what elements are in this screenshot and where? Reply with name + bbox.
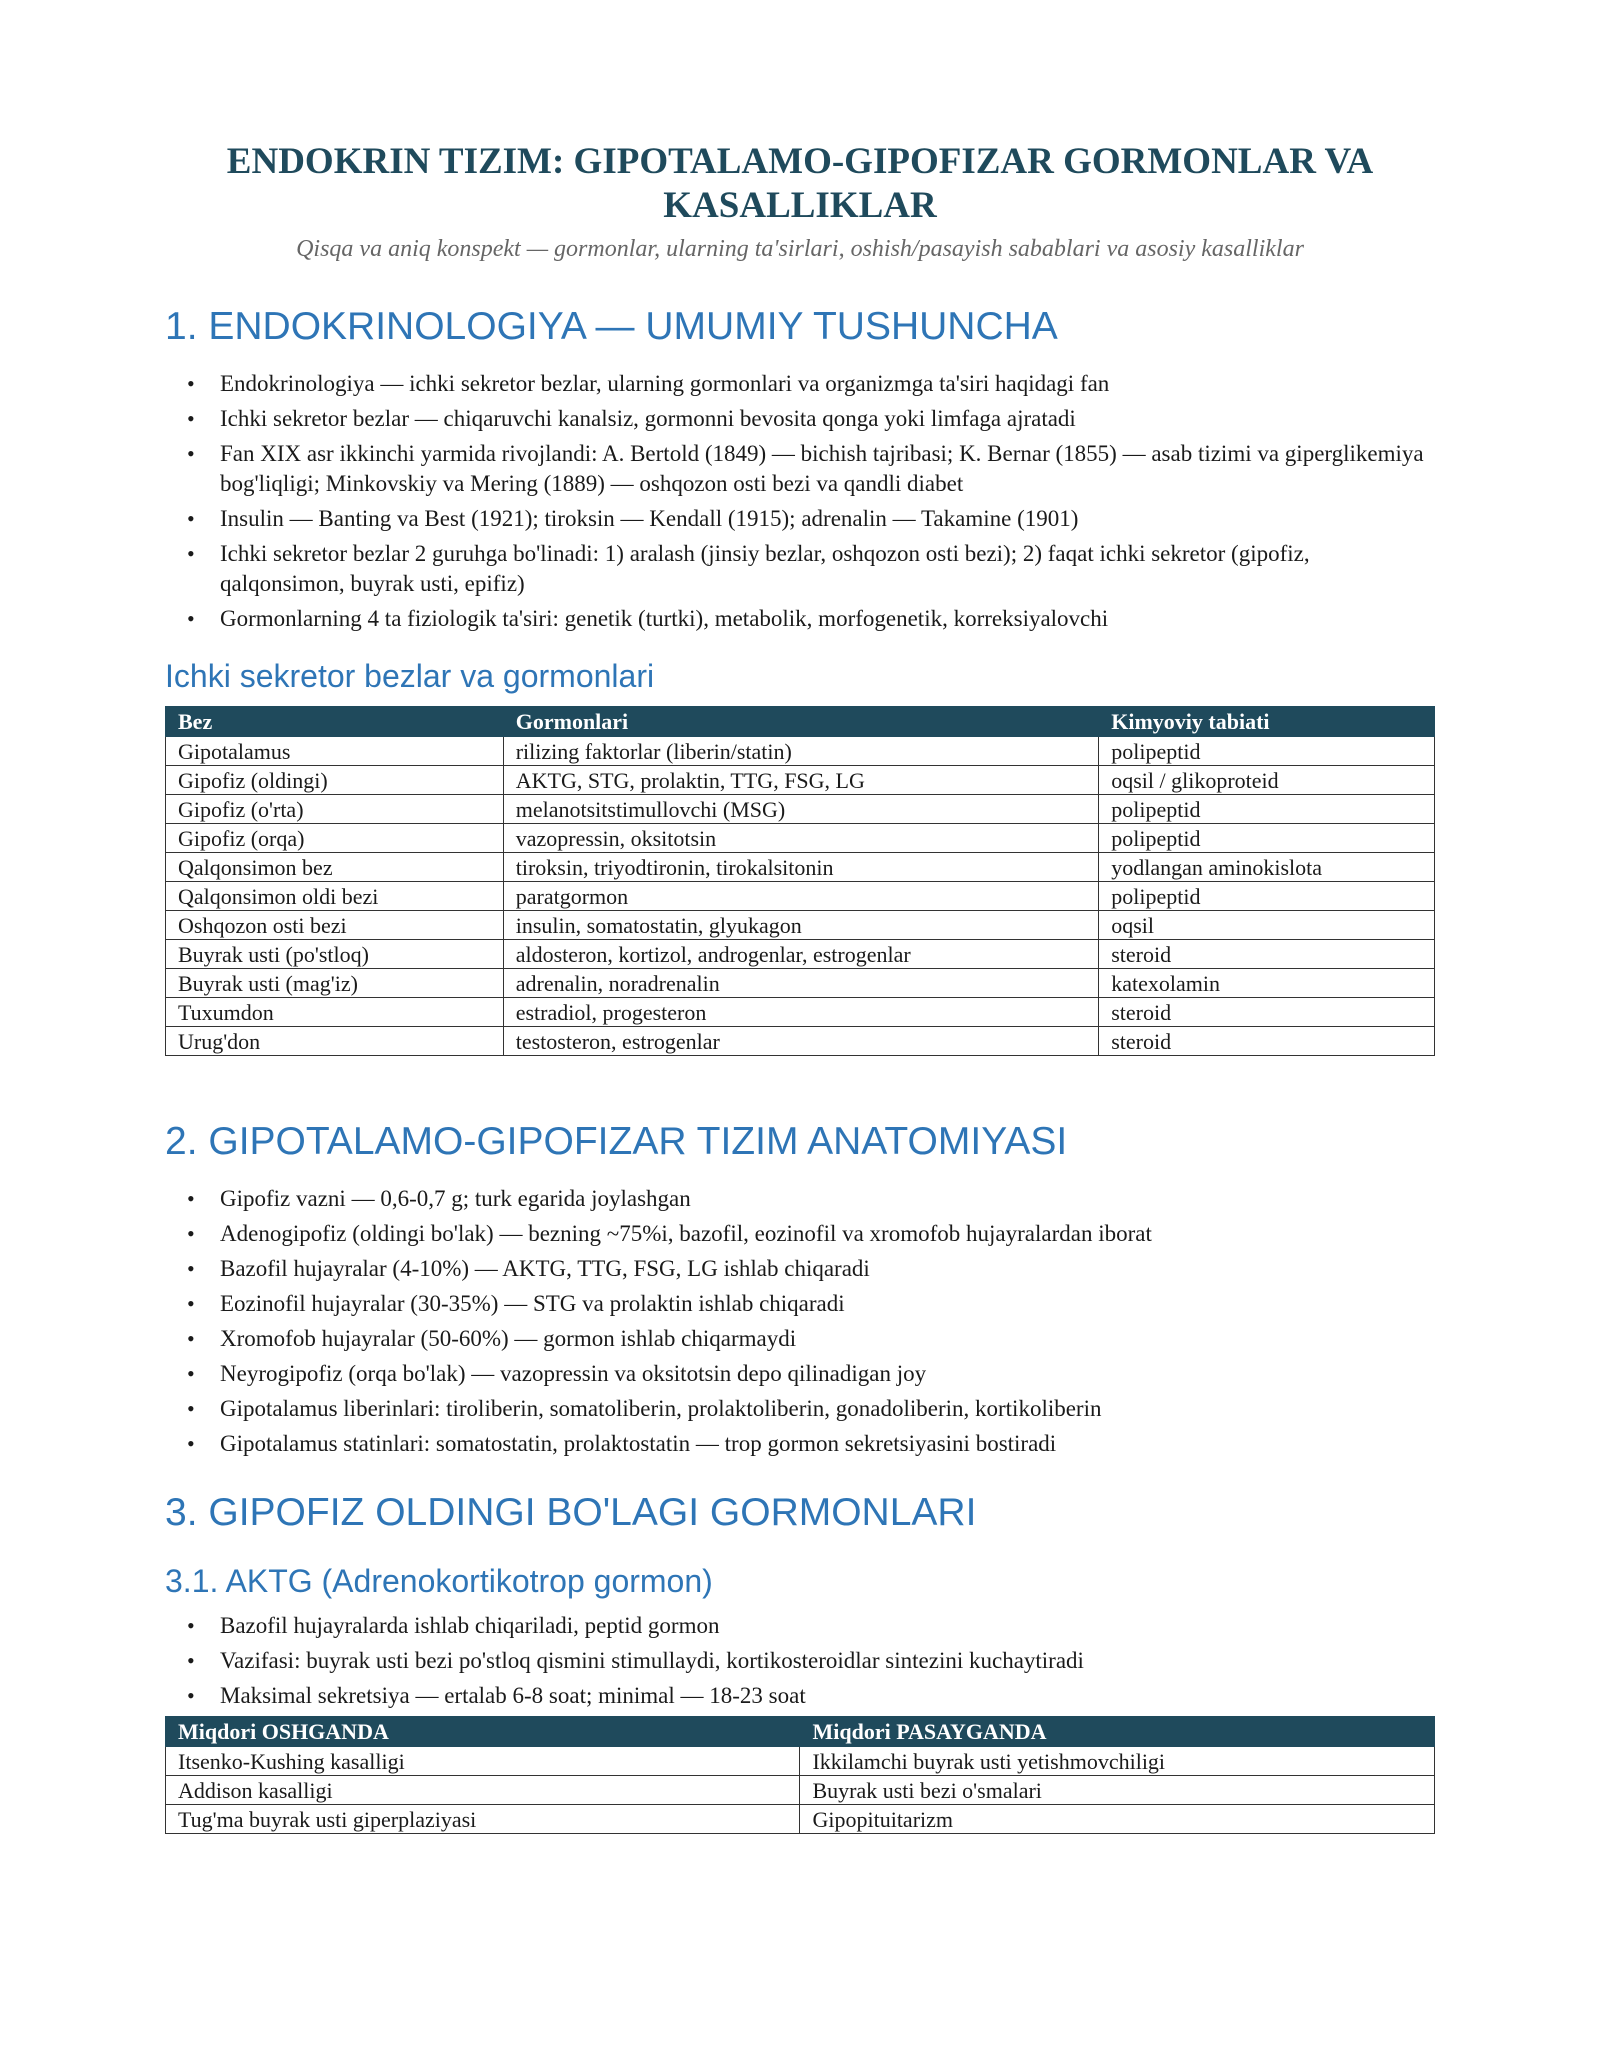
table-cell: steroid [1099,940,1435,969]
table-cell: Ikkilamchi buyrak usti yetishmovchiligi [800,1747,1435,1776]
table-cell: Itsenko-Kushing kasalligi [166,1747,800,1776]
table-row [166,911,1435,940]
section-1-bullet-list [165,369,1435,634]
table-cell: Buyrak usti (mag'iz) [166,969,504,998]
table-cell: Qalqonsimon oldi bezi [166,882,504,911]
column-header: Bez [166,707,504,737]
table-row [166,824,1435,853]
bullet-item: • Gipotalamus liberinlari: tiroliberin, somatoliberin, prolaktoliberin, gonadoliberin, kortikoliberin [220,1394,1435,1424]
table-cell: testosteron, estrogenlar [503,1027,1099,1056]
bullet-item: • Adenogipofiz (oldingi bo'lak) — bezning ~75%i, bazofil, eozinofil va xromofob hujayralardan iborat [220,1219,1435,1249]
table-cell: steroid [1099,1027,1435,1056]
table-cell: Gipopituitarizm [800,1805,1435,1834]
table-header-row [166,1717,1435,1747]
column-header: Gormonlari [503,707,1099,737]
table-cell: polipeptid [1099,795,1435,824]
table-cell: Gipofiz (oldingi) [166,766,504,795]
table-cell: steroid [1099,998,1435,1027]
table-cell: yodlangan aminokislota [1099,853,1435,882]
table-header-row [166,707,1435,737]
table-row [166,1747,1435,1776]
table-row [166,766,1435,795]
bullet-item: • Xromofob hujayralar (50-60%) — gormon ishlab chiqarmaydi [220,1324,1435,1354]
table-row [166,940,1435,969]
bullet-item: • Neyrogipofiz (orqa bo'lak) — vazopressin va oksitotsin depo qilinadigan joy [220,1359,1435,1389]
bullet-item: • Bazofil hujayralarda ishlab chiqariladi, peptid gormon [220,1611,1435,1641]
table-cell: tiroksin, triyodtironin, tirokalsitonin [503,853,1099,882]
table-row [166,1776,1435,1805]
bullet-item: • Maksimal sekretsiya — ertalab 6-8 soat; minimal — 18-23 soat [220,1681,1435,1711]
bullet-item: • Gipotalamus statinlari: somatostatin, prolaktostatin — trop gormon sekretsiyasini bostiradi [220,1429,1435,1459]
column-header: Miqdori OSHGANDA [166,1717,800,1747]
section-3-bullet-list [165,1611,1435,1711]
table-cell: oqsil [1099,911,1435,940]
table-cell: Gipofiz (orqa) [166,824,504,853]
table-cell: Urug'don [166,1027,504,1056]
table-cell: paratgormon [503,882,1099,911]
table-cell: polipeptid [1099,882,1435,911]
table-row [166,882,1435,911]
aktg-table [165,1716,1435,1834]
section-2-bullet-list [165,1184,1435,1459]
table-cell: insulin, somatostatin, glyukagon [503,911,1099,940]
table-cell: Addison kasalligi [166,1776,800,1805]
table-row [166,853,1435,882]
table-row [166,737,1435,766]
glands-table [165,706,1435,1056]
table-cell: adrenalin, noradrenalin [503,969,1099,998]
table-cell: aldosteron, kortizol, androgenlar, estrogenlar [503,940,1099,969]
bullet-item: • Vazifasi: buyrak usti bezi po'stloq qismini stimullaydi, kortikosteroidlar sintezini kuchaytiradi [220,1646,1435,1676]
section-3-1-heading: 3.1. AKTG (Adrenokortikotrop gormon) [165,1563,713,1599]
bullet-item: • Endokrinologiya — ichki sekretor bezlar, ularning gormonlari va organizmga ta'siri haqidagi fan [220,369,1435,399]
bullet-item: • Gipofiz vazni — 0,6-0,7 g; turk egarida joylashgan [220,1184,1435,1214]
bullet-item: • Gormonlarning 4 ta fiziologik ta'siri: genetik (turtki), metabolik, morfogenetik, korreksiyalovchi [220,604,1435,634]
section-3-heading: 3. GIPOFIZ OLDINGI BO'LAGI GORMONLARI [165,1491,977,1534]
table-cell: estradiol, progesteron [503,998,1099,1027]
section-2-heading: 2. GIPOTALAMO-GIPOFIZAR TIZIM ANATOMIYASI [165,1120,1068,1163]
table-cell: Tug'ma buyrak usti giperplaziyasi [166,1805,800,1834]
table-row [166,1805,1435,1834]
table-cell: Buyrak usti bezi o'smalari [800,1776,1435,1805]
bullet-item: • Bazofil hujayralar (4-10%) — AKTG, TTG, FSG, LG ishlab chiqaradi [220,1254,1435,1284]
table-cell: polipeptid [1099,824,1435,853]
table-cell: Buyrak usti (po'stloq) [166,940,504,969]
document-title: ENDOKRIN TIZIM: GIPOTALAMO-GIPOFIZAR GORMONLAR VA KASALLIKLAR [226,141,1374,226]
document-subtitle: Qisqa va aniq konspekt — gormonlar, ularning ta'sirlari, oshish/pasayish sabablari va asosiy kasalliklar [296,236,1304,262]
table-row [166,1027,1435,1056]
table-cell: Qalqonsimon bez [166,853,504,882]
bullet-item: • Fan XIX asr ikkinchi yarmida rivojlandi: A. Bertold (1849) — bichish tajribasi; K. Bernar (1855) — asab tizimi va giperglikemiya bog'liqligi; Minkovskiy va Mering (1889) — oshqozon osti bezi va qandli diabet [220,439,1435,499]
table-cell: Oshqozon osti bezi [166,911,504,940]
bullet-item: • Ichki sekretor bezlar — chiqaruvchi kanalsiz, gormonni bevosita qonga yoki limfaga ajratadi [220,404,1435,434]
bullet-item: • Eozinofil hujayralar (30-35%) — STG va prolaktin ishlab chiqaradi [220,1289,1435,1319]
table-cell: oqsil / glikoproteid [1099,766,1435,795]
column-header: Kimyoviy tabiati [1099,707,1435,737]
table-cell: Gipotalamus [166,737,504,766]
table-cell: Gipofiz (o'rta) [166,795,504,824]
table-cell: vazopressin, oksitotsin [503,824,1099,853]
section-1-heading: 1. ENDOKRINOLOGIYA — UMUMIY TUSHUNCHA [165,305,1058,348]
table-cell: polipeptid [1099,737,1435,766]
table-row [166,998,1435,1027]
table-cell: Tuxumdon [166,998,504,1027]
bullet-item: • Ichki sekretor bezlar 2 guruhga bo'linadi: 1) aralash (jinsiy bezlar, oshqozon osti bezi); 2) faqat ichki sekretor (gipofiz, qalqonsimon, buyrak usti, epifiz) [220,539,1435,599]
table-row [166,969,1435,998]
table-row [166,795,1435,824]
table-cell: katexolamin [1099,969,1435,998]
table-cell: rilizing faktorlar (liberin/statin) [503,737,1099,766]
table-cell: AKTG, STG, prolaktin, TTG, FSG, LG [503,766,1099,795]
glands-table-heading: Ichki sekretor bezlar va gormonlari [165,658,655,694]
table-cell: melanotsitstimullovchi (MSG) [503,795,1099,824]
bullet-item: • Insulin — Banting va Best (1921); tiroksin — Kendall (1915); adrenalin — Takamine (1901) [220,504,1435,534]
column-header: Miqdori PASAYGANDA [800,1717,1435,1747]
